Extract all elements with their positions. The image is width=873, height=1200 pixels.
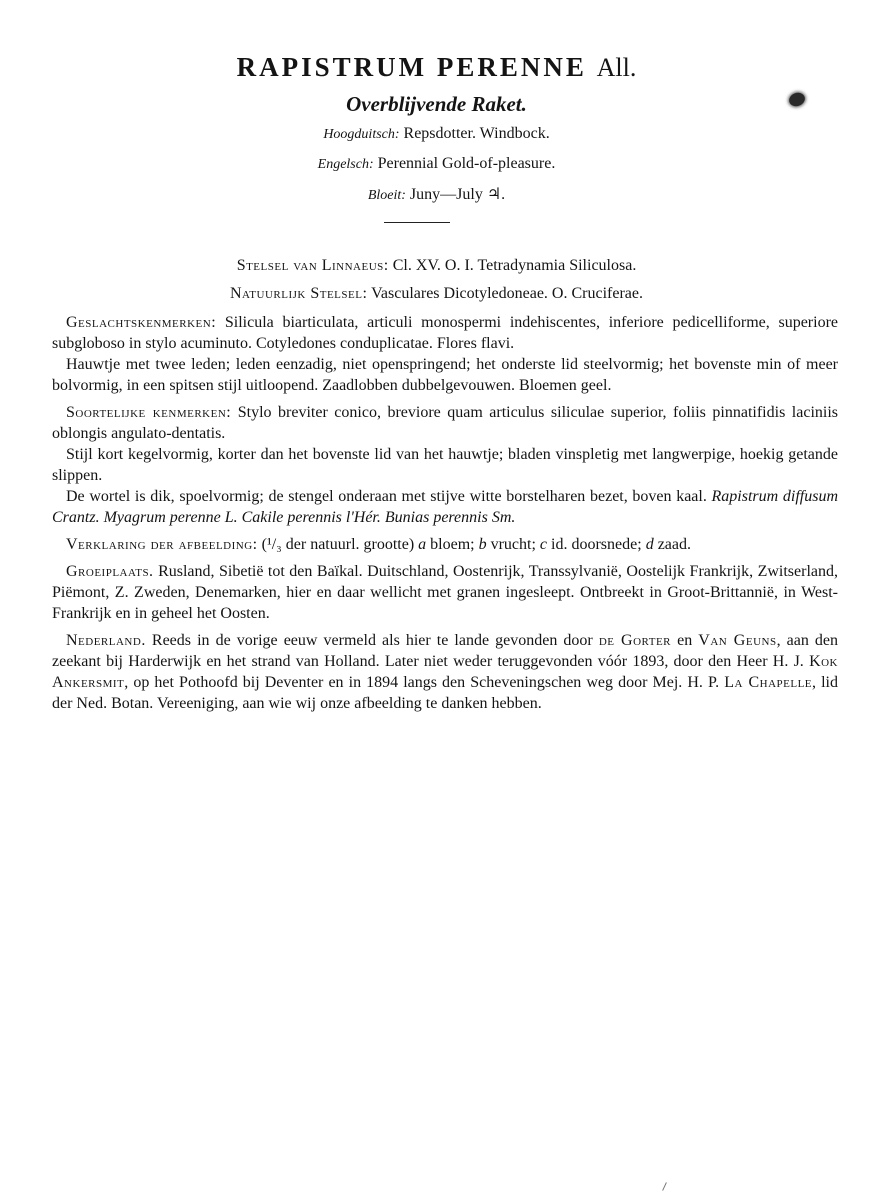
netherlands-text-3: , aan den zeekant bij Harderwijk en het strand van Holland. Later niet weder teruggevonden vóór 1893, door den Heer H. J. xyxy=(52,632,839,670)
english-label: Engelsch: xyxy=(317,157,374,172)
genus-latin: Silicula biarticulata, articuli monospermi indehiscentes, inferiore pedicelliforme, superiore subgloboso in stylo acuminuto. Cotyledones conduplicatae. Flores flavi. xyxy=(52,314,838,352)
collector-name-1: de Gorter xyxy=(598,632,672,649)
figure-legend-paragraph xyxy=(52,534,838,555)
netherlands-text-5: , lid der Ned. Botan. Vereeniging, aan wie wij onze afbeelding te danken hebben. xyxy=(52,674,838,712)
species-root-paragraph xyxy=(52,486,838,528)
species-name: RAPISTRUM PERENNE xyxy=(236,52,587,82)
figure-key-d: d xyxy=(645,536,654,553)
collector-name-4: La Chapelle xyxy=(724,674,813,691)
genus-dutch: Hauwtje met twee leden; leden eenzadig, niet openspringend; het onderste lid steelvormig; het bovenste min of meer bolvormig, in een spitsen stijl uitloopend. Zaadlobben dubbelgevouwen. Bloemen geel. xyxy=(52,356,838,394)
figure-key-c-text: id. doorsnede; xyxy=(551,536,642,553)
linnaeus-line xyxy=(0,257,873,275)
species-root: De wortel is dik, spoelvormig; de stengel onderaan met stijve witte borstelharen bezet, boven kaal. xyxy=(66,488,707,505)
netherlands-text-4: , op het Pothoofd bij Deventer en in 1894 langs den Scheveningschen weg door Mej. H. P. xyxy=(124,674,720,691)
bloom-period: Juny—July ♃. xyxy=(409,186,506,203)
habitat-label: Groeiplaats. xyxy=(66,563,154,580)
figure-key-d-text: zaad. xyxy=(657,536,691,553)
figure-key-b: b xyxy=(478,536,487,553)
divider xyxy=(384,222,450,223)
netherlands-label: Nederland. xyxy=(66,632,146,649)
figure-key-b-text: vrucht; xyxy=(490,536,536,553)
species-latin-paragraph xyxy=(52,402,838,444)
figure-key-c: c xyxy=(539,536,548,553)
figure-key-a: a xyxy=(418,536,427,553)
english-names-line xyxy=(0,155,873,173)
natural-system-value: Vasculares Dicotyledoneae. O. Cruciferae. xyxy=(371,285,643,302)
linnaeus-label: Stelsel van Linnaeus: xyxy=(236,257,389,274)
collector-name-3: Kok Ankersmit xyxy=(52,653,839,691)
dutch-common-name: Overblijvende Raket. xyxy=(346,92,527,116)
natural-system-line xyxy=(0,285,873,303)
german-label: Hoogduitsch: xyxy=(323,127,400,142)
genus-latin-paragraph xyxy=(52,312,838,354)
english-names: Perennial Gold-of-pleasure. xyxy=(377,155,556,172)
figure-legend-label: Verklaring der afbeelding: xyxy=(66,536,258,553)
netherlands-text-1: Reeds in de vorige eeuw vermeld als hier te lande gevonden door xyxy=(151,632,593,649)
natural-system-label: Natuurlijk Stelsel: xyxy=(230,285,368,302)
german-names: Repsdotter. Windbock. xyxy=(403,125,550,142)
description-body xyxy=(52,312,838,714)
linnaeus-value: Cl. XV. O. I. Tetradynamia Siliculosa. xyxy=(392,257,637,274)
author-abbrev: All. xyxy=(596,53,637,82)
stray-mark xyxy=(662,1182,667,1191)
netherlands-text-2: en xyxy=(677,632,693,649)
german-names-line xyxy=(0,125,873,143)
bloom-label: Bloeit: xyxy=(367,188,406,203)
habitat-text: Rusland, Sibetië tot den Baïkal. Duitschland, Oostenrijk, Transsylvanië, Oostelijk Frankrijk, Zwitserland, Piëmont, Z. Zweden, Denemarken, hier en daar wellicht met granen ingesleept. Ontbreekt in Groot-Brittannië, in West-Frankrijk en in geheel het Oosten. xyxy=(52,563,839,622)
habitat-paragraph xyxy=(52,561,838,624)
species-label: Soortelijke kenmerken: xyxy=(66,404,232,421)
synonyms: Rapistrum diffusum Crantz. Myagrum perenne L. Cakile perennis l'Hér. Bunias perennis Sm. xyxy=(52,488,838,526)
species-dutch-paragraph xyxy=(52,444,838,486)
species-dutch: Stijl kort kegelvormig, korter dan het bovenste lid van het hauwtje; bladen vinspletig met langwerpige, hoekig getande slippen. xyxy=(52,446,838,484)
netherlands-paragraph xyxy=(52,630,838,714)
collector-name-2: Van Geuns xyxy=(698,632,777,649)
genus-dutch-paragraph xyxy=(52,354,838,396)
figure-key-a-text: bloem; xyxy=(430,536,475,553)
figure-scale: (¹/₃ der natuurl. grootte) xyxy=(261,536,415,553)
species-latin: Stylo breviter conico, breviore quam articulus siliculae superior, foliis pinnatifidis laciniis oblongis angulato-dentatis. xyxy=(52,404,839,442)
page-title xyxy=(0,52,873,83)
bloom-line xyxy=(0,184,873,204)
genus-label: Geslachtskenmerken: xyxy=(66,314,217,331)
